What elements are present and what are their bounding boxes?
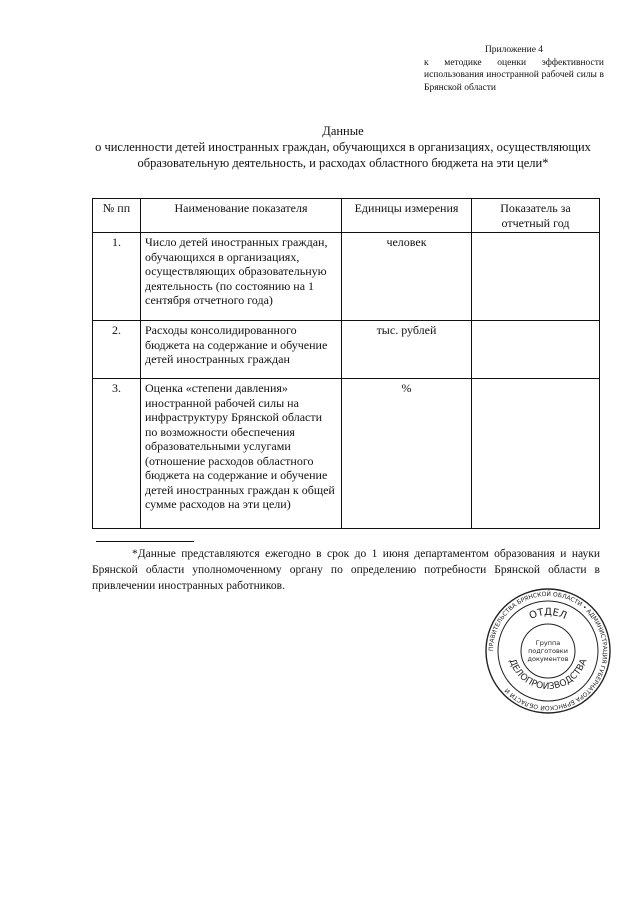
row-value (472, 379, 600, 529)
appendix-note (424, 44, 604, 94)
indicators-table (92, 198, 600, 529)
stamp-outer-text: ПРАВИТЕЛЬСТВА БРЯНСКОЙ ОБЛАСТИ • АДМИНИСТРАЦИЯ ГУБЕРНАТОРА БРЯНСКОЙ ОБЛАСТИ И (487, 590, 609, 712)
header-num: № пп (93, 199, 141, 233)
department-stamp (484, 587, 612, 715)
table-row (93, 321, 600, 379)
row-unit: % (342, 379, 472, 529)
footnote: *Данные представляются ежегодно в срок до 1 июня департаментом образования и науки Брянской области уполномоченному органу по определению потребности Брянской области в привлечении иностранных работников. (92, 548, 600, 592)
row-indicator: Расходы консолидированного бюджета на содержание и обучение детей иностранных граждан (141, 321, 342, 379)
table-row (93, 233, 600, 321)
stamp-ring-bottom: ДЕЛОПРОИЗВОДСТВА (506, 657, 590, 693)
document-title (88, 123, 598, 171)
header-name: Наименование показателя (141, 199, 342, 233)
row-unit: тыс. рублей (342, 321, 472, 379)
table-row (93, 379, 600, 529)
row-num: 2. (93, 321, 141, 379)
stamp-center-line: Группа (535, 639, 561, 647)
row-unit: человек (342, 233, 472, 321)
title-subtitle: о численности детей иностранных граждан, обучающихся в организациях, осуществляющих образовательную деятельность, и расходах областного бюджета на эти цели* (95, 140, 591, 170)
row-num: 1. (93, 233, 141, 321)
appendix-description: к методике оценки эффективности использования иностранной рабочей силы в Брянской области (424, 57, 604, 93)
header-unit: Единицы измерения (342, 199, 472, 233)
row-indicator: Число детей иностранных граждан, обучающихся в организациях, осуществляющих образовательную деятельность (по состоянию на 1 сентября отчетного года) (141, 233, 342, 321)
row-value (472, 321, 600, 379)
appendix-number: Приложение 4 (484, 45, 544, 55)
stamp-ring-top: ОТДЕЛ (527, 606, 569, 622)
footnote-divider (96, 541, 194, 542)
row-indicator: Оценка «степени давления» иностранной рабочей силы на инфраструктуру Брянской области по возможности обеспечения образовательными услугами (отношение расходов областного бюджета на содержание и обучение детей иностранных граждан к общей сумме расходов на эти цели) (141, 379, 342, 529)
header-value: Показатель за отчетный год (472, 199, 600, 233)
row-value (472, 233, 600, 321)
stamp-center-line: подготовки (528, 647, 568, 655)
table-header-row (93, 199, 600, 233)
title-heading: Данные (322, 124, 364, 138)
stamp-center-line: документов (527, 655, 569, 663)
row-num: 3. (93, 379, 141, 529)
